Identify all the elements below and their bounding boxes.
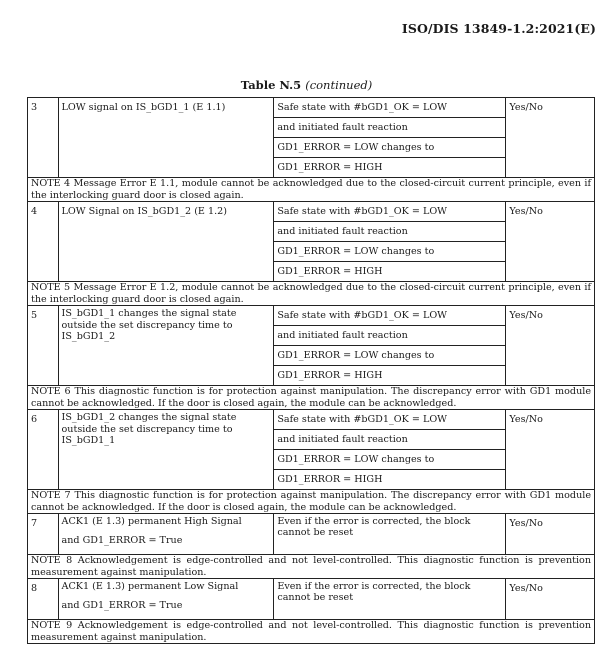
result-line: Safe state with #bGD1_OK = LOW bbox=[274, 202, 505, 222]
table-title: Table N.5 bbox=[240, 78, 302, 92]
table-row bbox=[28, 202, 595, 282]
expected-result bbox=[274, 202, 506, 282]
result-line: and initiated fault reaction bbox=[274, 118, 505, 138]
note-row bbox=[28, 386, 595, 410]
description-text: IS_bGD1_1 changes the signal state outside the set discrepancy time to IS_bGD1_2 bbox=[61, 308, 237, 343]
note-text: NOTE 9 Acknowledgement is edge-controlled and not level-controlled. This diagnostic function is prevention measurement against manipulation. bbox=[28, 620, 595, 644]
expected-result bbox=[274, 98, 506, 178]
check-result: Yes/No bbox=[506, 579, 595, 620]
description-text: LOW signal on IS_bGD1_1 (E 1.1) bbox=[61, 102, 226, 113]
description-line: and GD1_ERROR = True bbox=[61, 600, 183, 611]
document-id-header: ISO/DIS 13849-1.2:2021(E) bbox=[401, 21, 596, 36]
row-number: 8 bbox=[28, 579, 59, 620]
row-number: 3 bbox=[28, 98, 59, 178]
note-row bbox=[28, 178, 595, 202]
check-result: Yes/No bbox=[506, 410, 595, 490]
table-n5 bbox=[27, 97, 595, 644]
expected-result bbox=[274, 514, 506, 555]
result-text: Even if the error is corrected, the block cannot be reset bbox=[277, 516, 471, 538]
row-number: 7 bbox=[28, 514, 59, 555]
check-result: Yes/No bbox=[506, 514, 595, 555]
table-caption bbox=[0, 78, 613, 92]
expected-result bbox=[274, 579, 506, 620]
table-row bbox=[28, 98, 595, 178]
test-description bbox=[58, 306, 274, 386]
note-row bbox=[28, 555, 595, 579]
result-line: GD1_ERROR = HIGH bbox=[277, 474, 383, 485]
expected-result bbox=[274, 306, 506, 386]
table-continued-label: (continued) bbox=[305, 78, 373, 92]
expected-result bbox=[274, 410, 506, 490]
description-text: IS_bGD1_2 changes the signal state outside the set discrepancy time to IS_bGD1_1 bbox=[61, 412, 237, 447]
test-description bbox=[58, 410, 274, 490]
result-line: GD1_ERROR = LOW changes to bbox=[274, 346, 505, 366]
result-line: GD1_ERROR = LOW changes to bbox=[274, 242, 505, 262]
note-row bbox=[28, 620, 595, 644]
test-description bbox=[58, 98, 274, 178]
row-number: 4 bbox=[28, 202, 59, 282]
result-line: and initiated fault reaction bbox=[274, 326, 505, 346]
description-line: ACK1 (E 1.3) permanent High Signal bbox=[61, 516, 242, 527]
result-line: Safe state with #bGD1_OK = LOW bbox=[274, 410, 505, 430]
row-number: 6 bbox=[28, 410, 59, 490]
result-line: and initiated fault reaction bbox=[274, 430, 505, 450]
result-line: and initiated fault reaction bbox=[274, 222, 505, 242]
test-description bbox=[58, 202, 274, 282]
test-description bbox=[58, 514, 274, 555]
result-line: GD1_ERROR = LOW changes to bbox=[274, 450, 505, 470]
result-line: Safe state with #bGD1_OK = LOW bbox=[274, 306, 505, 326]
table-row bbox=[28, 514, 595, 555]
description-text: LOW Signal on IS_bGD1_2 (E 1.2) bbox=[61, 206, 227, 217]
check-result: Yes/No bbox=[506, 202, 595, 282]
check-result: Yes/No bbox=[506, 306, 595, 386]
table-row bbox=[28, 410, 595, 490]
result-line: Safe state with #bGD1_OK = LOW bbox=[274, 98, 505, 118]
result-line: GD1_ERROR = HIGH bbox=[277, 162, 383, 173]
note-text: NOTE 6 This diagnostic function is for protection against manipulation. The discrepancy error with GD1 module cannot be acknowledged. If the door is closed again, the module can be acknowledged. bbox=[28, 386, 595, 410]
row-number: 5 bbox=[28, 306, 59, 386]
result-line: GD1_ERROR = HIGH bbox=[277, 266, 383, 277]
note-text: NOTE 7 This diagnostic function is for protection against manipulation. The discrepancy error with GD1 module cannot be acknowledged. If the door is closed again, the module can be acknowledged. bbox=[28, 490, 595, 514]
note-text: NOTE 5 Message Error E 1.2, module cannot be acknowledged due to the closed-circuit current principle, even if the interlocking guard door is closed again. bbox=[28, 282, 595, 306]
description-line: and GD1_ERROR = True bbox=[61, 535, 183, 546]
test-description bbox=[58, 579, 274, 620]
result-line: GD1_ERROR = HIGH bbox=[277, 370, 383, 381]
note-text: NOTE 8 Acknowledgement is edge-controlled and not level-controlled. This diagnostic function is prevention measurement against manipulation. bbox=[28, 555, 595, 579]
table-row bbox=[28, 306, 595, 386]
table-row bbox=[28, 579, 595, 620]
note-row bbox=[28, 282, 595, 306]
result-line: GD1_ERROR = LOW changes to bbox=[274, 138, 505, 158]
result-text: Even if the error is corrected, the block cannot be reset bbox=[277, 581, 471, 603]
note-row bbox=[28, 490, 595, 514]
note-text: NOTE 4 Message Error E 1.1, module cannot be acknowledged due to the closed-circuit current principle, even if the interlocking guard door is closed again. bbox=[28, 178, 595, 202]
description-line: ACK1 (E 1.3) permanent Low Signal bbox=[61, 581, 239, 592]
check-result: Yes/No bbox=[506, 98, 595, 178]
